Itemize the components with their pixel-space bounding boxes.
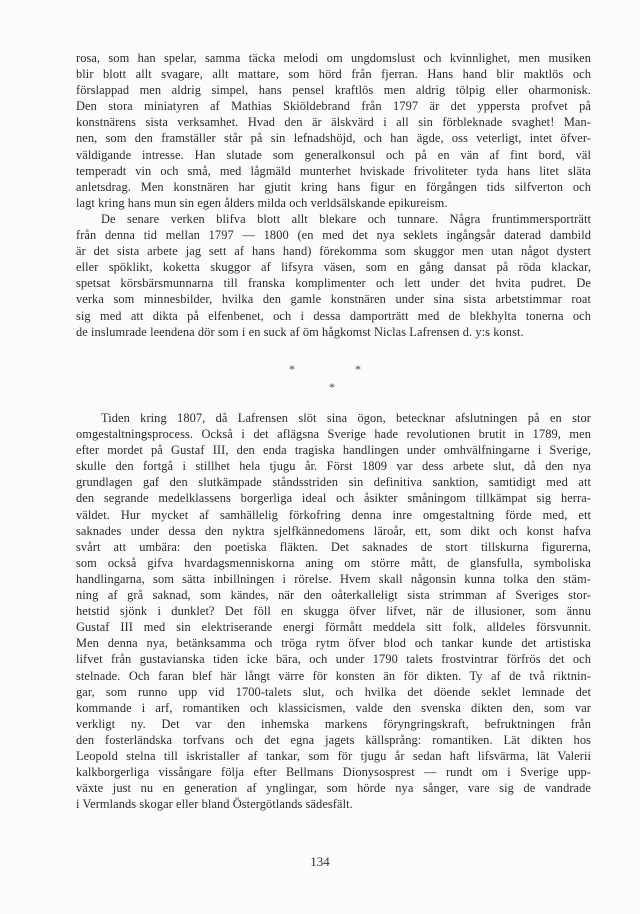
text-line: efter mordet på Gustaf III, den enda tragiska handlingen under omhvälfningarne i Sverige,: [76, 443, 591, 458]
text-line: stelnade. Och faran blef här långt värre för konsten än för dikten. Ty af de två riktnin-: [76, 668, 591, 683]
page-number: 134: [310, 854, 330, 869]
text-line: väldet. Hur mycket af samhällelig förkofring denna inre omgestaltning förde med, ett: [76, 507, 591, 522]
text-line: skulle den fortgå i stillhet hela tjugu år. Först 1809 var dess arbete slut, då den nya: [76, 459, 591, 474]
text-line: i Vermlands skogar eller bland Östergötlands sädesfält.: [76, 797, 353, 812]
text-line: som också gifva hvardagsmenniskorna aning om större mått, de glansfulla, symboliska: [76, 555, 591, 570]
asterisk-ornament: *: [329, 380, 335, 394]
text-line: anletsdrag. Men konstnären har gjutit kring hans figur en förgången tids silfverton och: [76, 179, 591, 194]
text-line: kommande i arf, romantiken och klassicismen, valde den svenska dikten den, som var: [76, 700, 591, 715]
asterisk-ornament: *: [289, 362, 295, 376]
text-line: verka som minnesbilder, hvilka den gamle konstnären under sina sista arbetstimmar roat: [76, 292, 591, 307]
text-line: verkligt ny. Det var den inhemska markens föryngringskraft, befruktningen från: [76, 716, 591, 731]
text-line: hetstid sjönk i dunklet? Det föll en skugga öfver lifvet, när de illusioner, som ännu: [76, 604, 591, 619]
text-line: förslappad men aldrig simpel, hans pensel kraftlös men aldrig tölpig eller oharmonisk.: [76, 83, 591, 98]
text-line: Leopold stelna till iskristaller af tankar, som för tjugu år sedan haft lifsvärma, lät Valerii: [76, 748, 591, 763]
text-line: De senare verken blifva blott allt blekare och tunnare. Några fruntimmersporträtt: [101, 212, 591, 226]
text-line: blir blott allt svagare, allt mattare, som hörd från fjerran. Hans hand blir maktlös och: [76, 67, 591, 82]
text-line: nen, som den framställer står på sin lefnadshöjd, och han ägde, oss veterligt, intet öfver-: [76, 131, 591, 146]
text-line: från denna tid mellan 1797 — 1800 (en med det nya seklets ingångsår daterad dambild: [76, 228, 591, 243]
text-line: eller spöklikt, koketta skuggor af lifsyra väsen, som en gång dansat på röda klackar,: [76, 260, 591, 275]
text-line: konstnärens sista verksamhet. Hvad den är älskvärd i all sin förbleknade svaghet! Man-: [76, 115, 591, 130]
text-line: lifvet från gustavianska tiden icke bära, och under 1790 talets frostvintrar förfrös det och: [76, 652, 591, 667]
text-line: Tiden kring 1807, då Lafrensen slöt sina ögon, betecknar afslutningen på en stor: [101, 411, 591, 425]
text-line: Gustaf III med sin elektriserande energi förmått meddela sitt folk, alldeles försvunnit.: [76, 620, 591, 635]
text-line: den fosterländska torfvans och det egna jagets källsprång: romantiken. Lät dikten hos: [76, 732, 591, 747]
text-line: kalkborgerliga vissångare följa efter Bellmans Dionysosprest — rundt om i Sverige upp-: [76, 765, 591, 780]
text-line: saknades under dessa den nyktra sjelfkännedomens läroår, ett, som dikt och konst hafva: [76, 523, 591, 538]
text-line: spetsat körsbärsmunnarna till franska komplimenter och lett under det hvita pudret. De: [76, 276, 591, 291]
text-line: ning af grå saknad, som kändes, när den oåterkalleligt sista strimman af Sveriges stor-: [76, 588, 591, 603]
text-line: svårt att umbära: den poetiska fläkten. Det saknades de stort tillskurna figurerna,: [76, 539, 591, 554]
paragraph-1: [76, 50, 591, 211]
text-line: grundlagen gaf den slutkämpade ståndsstriden sin definitiva sanktion, samtidigt med att: [76, 475, 591, 490]
paragraph-3: [76, 410, 591, 812]
text-line: är det sista arbete jag sett af hans hand) förekomma som skuggor men utan något dystert: [76, 244, 591, 259]
text-line: rosa, som han spelar, samma täcka melodi om ungdomslust och kvinnlighet, men musiken: [76, 51, 591, 65]
text-line: temperadt vin och små, med lågmäld munterhet hviskade frivoliteter tyda hans litet släta: [76, 163, 591, 178]
text-line: gar, som runno upp vid 1700-talets slut, och hvilka det döende seklet lemnade det: [76, 684, 591, 699]
text-line: Den stora miniatyren af Mathias Skiöldebrand från 1797 är det yppersta profvet på: [76, 99, 591, 114]
asterisk-ornament: *: [355, 362, 361, 376]
paragraph-2: [76, 211, 591, 340]
text-line: omgestaltningsprocess. Också i det aflägsna Sverige hade revolutionen brutit in 1789, men: [76, 427, 591, 442]
text-line: växte just nu en generation af ynglingar, som hörde nya sånger, vare sig de vandrade: [76, 781, 591, 796]
text-line: Men denna nya, betänksamma och tröga rytm öfver blod och tankar kunde det artistiska: [76, 636, 591, 651]
text-line: de inslumrade leendena dör som i en suck af öm hågkomst Niclas Lafrensen d. y:s konst.: [76, 324, 524, 339]
text-line: lagt kring hans mun sin egen ålders milda och verldsälskande epikureism.: [76, 195, 448, 210]
text-line: den segrande medelklassens borgerliga ideal och åsikter småningom tillkämpat sig herra-: [76, 491, 591, 506]
text-line: handlingarna, som sätta inbillningen i rörelse. Hvem skall någonsin kunna tolka den stäm-: [76, 571, 591, 586]
text-line: väldigande intresse. Han slutade som generalkonsul och på en vän af fint bord, väl: [76, 147, 591, 162]
text-line: sig med att dikta på elfenbenet, och i dessa damporträtt med de blekhylta tonerna och: [76, 308, 591, 323]
